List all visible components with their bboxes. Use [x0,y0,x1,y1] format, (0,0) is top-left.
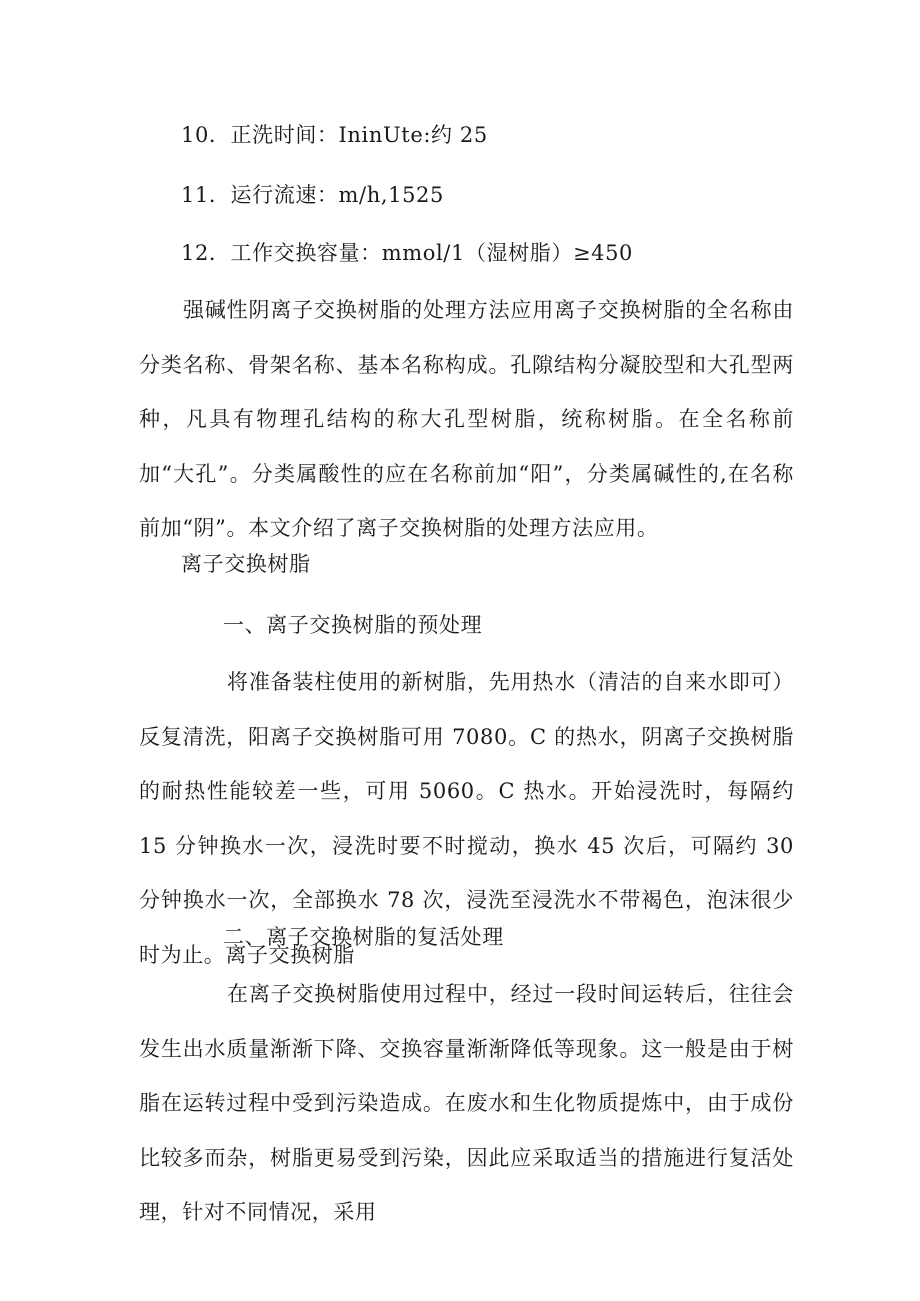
section1-heading: 一、离子交换树脂的预处理 [223,613,483,637]
list-item-number: 11 [181,183,209,207]
list-item-10 [181,121,488,149]
list-item-text: ．运行流速：m/h,1525 [208,183,444,207]
list-item-text: ．正洗时间：IninUte:约 25 [208,123,488,147]
list-item-11 [181,181,444,209]
list-item-text: ．工作交换容量：mmol/1（湿树脂）≥450 [208,241,634,265]
list-item-number: 10 [181,123,209,147]
section1-body: 将准备装柱使用的新树脂，先用热水（清洁的自来水即可）反复清洗，阳离子交换树脂可用 7080。C 的热水，阴离子交换树脂的耐热性能较差一些，可用 5060。C 热水。开始浸洗时，每隔约 15 分钟换水一次，浸洗时要不时搅动，换水 45 次后，可隔约 30 分钟换水一次，全部换水 78 次，浸洗至浸洗水不带褐色，泡沫很少时为止。离子交换树脂 [139,670,794,967]
list-item-number: 12 [181,241,209,265]
intro-paragraph: 强碱性阴离子交换树脂的处理方法应用离子交换树脂的全名称由分类名称、骨架名称、基本名称构成。孔隙结构分凝胶型和大孔型两种，凡具有物理孔结构的称大孔型树脂，统称树脂。在全名称前加“大孔”。分类属酸性的应在名称前加“阳”，分类属碱性的,在名称前加“阴”。本文介绍了离子交换树脂的处理方法应用。 [139,298,794,540]
section2-body: 在离子交换树脂使用过程中，经过一段时间运转后，往往会发生出水质量渐渐下降、交换容量渐渐降低等现象。这一般是由于树脂在运转过程中受到污染造成。在废水和生化物质提炼中，由于成份比较多而杂，树脂更易受到污染，因此应采取适当的措施进行复活处理，针对不同情况，采用 [139,982,794,1224]
subject-label: 离子交换树脂 [181,552,311,576]
list-item-12 [181,239,633,267]
section2-heading: 二、离子交换树脂的复活处理 [223,925,504,949]
